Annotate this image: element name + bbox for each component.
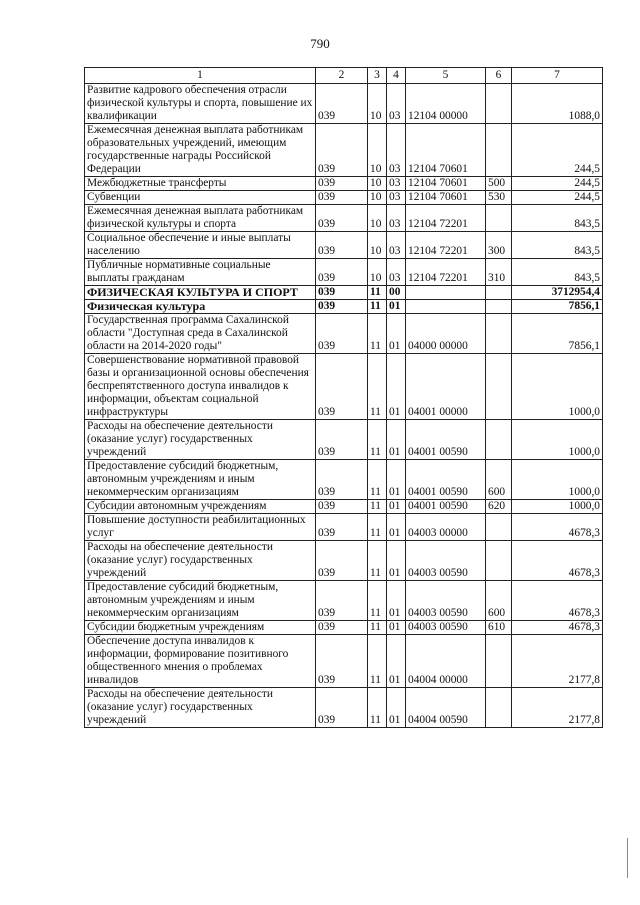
row-admin-code-cell: 039 bbox=[316, 541, 368, 581]
row-sum-cell: 2177,8 bbox=[512, 688, 603, 728]
row-admin-code-cell: 039 bbox=[316, 514, 368, 541]
table-row bbox=[85, 581, 603, 621]
row-admin-code-cell: 039 bbox=[316, 635, 368, 688]
budget-table bbox=[84, 67, 603, 728]
row-name-cell: Совершенствование нормативной правовой базы и организационной основы обеспечения беспрепятственного доступа инвалидов к информации, объектам социальной инфраструктуры bbox=[85, 354, 316, 420]
row-subsection-cell: 01 bbox=[387, 635, 406, 688]
row-section-cell: 11 bbox=[368, 688, 387, 728]
row-sum-cell: 3712954,4 bbox=[512, 286, 603, 300]
row-sum-cell: 244,5 bbox=[512, 177, 603, 191]
row-subsection-cell: 03 bbox=[387, 84, 406, 124]
row-subsection-cell: 01 bbox=[387, 460, 406, 500]
table-row bbox=[85, 635, 603, 688]
row-admin-code-cell: 039 bbox=[316, 232, 368, 259]
table-row bbox=[85, 84, 603, 124]
row-admin-code-cell: 039 bbox=[316, 688, 368, 728]
row-section-cell: 11 bbox=[368, 541, 387, 581]
row-subsection-cell: 01 bbox=[387, 500, 406, 514]
row-section-cell: 11 bbox=[368, 286, 387, 300]
table-row bbox=[85, 541, 603, 581]
row-subsection-cell: 03 bbox=[387, 124, 406, 177]
row-name-cell: ФИЗИЧЕСКАЯ КУЛЬТУРА И СПОРТ bbox=[85, 286, 316, 300]
row-target-code-cell: 04001 00590 bbox=[406, 460, 486, 500]
row-name-cell: Обеспечение доступа инвалидов к информации, формирование позитивного общественного мнения о проблемах инвалидов bbox=[85, 635, 316, 688]
row-subsection-cell: 03 bbox=[387, 205, 406, 232]
row-subsection-cell: 03 bbox=[387, 177, 406, 191]
row-sum-cell: 1000,0 bbox=[512, 460, 603, 500]
row-expense-type-cell bbox=[486, 314, 512, 354]
row-name-cell: Расходы на обеспечение деятельности (оказание услуг) государственных учреждений bbox=[85, 688, 316, 728]
row-section-cell: 11 bbox=[368, 500, 387, 514]
row-name-cell: Субвенции bbox=[85, 191, 316, 205]
row-target-code-cell: 12104 72201 bbox=[406, 232, 486, 259]
row-section-cell: 10 bbox=[368, 205, 387, 232]
row-subsection-cell: 01 bbox=[387, 688, 406, 728]
header-cell: 3 bbox=[368, 68, 387, 84]
row-target-code-cell: 04003 00000 bbox=[406, 514, 486, 541]
row-sum-cell: 7856,1 bbox=[512, 314, 603, 354]
row-sum-cell: 4678,3 bbox=[512, 621, 603, 635]
row-name-cell: Предоставление субсидий бюджетным, автономным учреждениям и иным некоммерческим организациям bbox=[85, 460, 316, 500]
row-sum-cell: 1088,0 bbox=[512, 84, 603, 124]
row-expense-type-cell bbox=[486, 541, 512, 581]
row-subsection-cell: 01 bbox=[387, 314, 406, 354]
row-section-cell: 11 bbox=[368, 581, 387, 621]
row-expense-type-cell bbox=[486, 300, 512, 314]
row-subsection-cell: 01 bbox=[387, 541, 406, 581]
row-expense-type-cell bbox=[486, 688, 512, 728]
row-admin-code-cell: 039 bbox=[316, 354, 368, 420]
table-row bbox=[85, 191, 603, 205]
row-section-cell: 11 bbox=[368, 621, 387, 635]
row-section-cell: 10 bbox=[368, 84, 387, 124]
row-subsection-cell: 00 bbox=[387, 286, 406, 300]
row-admin-code-cell: 039 bbox=[316, 124, 368, 177]
row-target-code-cell: 12104 70601 bbox=[406, 191, 486, 205]
row-section-cell: 11 bbox=[368, 354, 387, 420]
row-name-cell: Расходы на обеспечение деятельности (оказание услуг) государственных учреждений bbox=[85, 541, 316, 581]
table-row bbox=[85, 300, 603, 314]
row-target-code-cell: 04003 00590 bbox=[406, 581, 486, 621]
row-admin-code-cell: 039 bbox=[316, 286, 368, 300]
row-name-cell: Повышение доступности реабилитационных услуг bbox=[85, 514, 316, 541]
row-sum-cell: 7856,1 bbox=[512, 300, 603, 314]
row-expense-type-cell: 610 bbox=[486, 621, 512, 635]
row-name-cell: Межбюджетные трансферты bbox=[85, 177, 316, 191]
table-row bbox=[85, 460, 603, 500]
row-sum-cell: 1000,0 bbox=[512, 354, 603, 420]
row-section-cell: 10 bbox=[368, 191, 387, 205]
row-admin-code-cell: 039 bbox=[316, 500, 368, 514]
row-sum-cell: 843,5 bbox=[512, 205, 603, 232]
header-cell: 6 bbox=[486, 68, 512, 84]
row-sum-cell: 843,5 bbox=[512, 259, 603, 286]
row-expense-type-cell bbox=[486, 635, 512, 688]
row-target-code-cell: 04004 00000 bbox=[406, 635, 486, 688]
row-subsection-cell: 01 bbox=[387, 621, 406, 635]
table-row bbox=[85, 259, 603, 286]
row-expense-type-cell bbox=[486, 286, 512, 300]
row-expense-type-cell bbox=[486, 514, 512, 541]
row-admin-code-cell: 039 bbox=[316, 205, 368, 232]
row-target-code-cell: 04003 00590 bbox=[406, 541, 486, 581]
row-subsection-cell: 01 bbox=[387, 300, 406, 314]
row-target-code-cell: 04001 00590 bbox=[406, 420, 486, 460]
row-expense-type-cell: 310 bbox=[486, 259, 512, 286]
row-subsection-cell: 03 bbox=[387, 259, 406, 286]
row-expense-type-cell: 620 bbox=[486, 500, 512, 514]
table-row bbox=[85, 420, 603, 460]
row-sum-cell: 2177,8 bbox=[512, 635, 603, 688]
row-admin-code-cell: 039 bbox=[316, 581, 368, 621]
row-expense-type-cell bbox=[486, 354, 512, 420]
row-expense-type-cell: 600 bbox=[486, 581, 512, 621]
row-expense-type-cell: 530 bbox=[486, 191, 512, 205]
row-section-cell: 10 bbox=[368, 177, 387, 191]
row-expense-type-cell: 500 bbox=[486, 177, 512, 191]
table-row bbox=[85, 354, 603, 420]
row-sum-cell: 1000,0 bbox=[512, 500, 603, 514]
header-cell: 7 bbox=[512, 68, 603, 84]
row-section-cell: 11 bbox=[368, 300, 387, 314]
row-expense-type-cell: 300 bbox=[486, 232, 512, 259]
row-name-cell: Субсидии автономным учреждениям bbox=[85, 500, 316, 514]
row-subsection-cell: 01 bbox=[387, 354, 406, 420]
header-cell: 1 bbox=[85, 68, 316, 84]
table-row bbox=[85, 124, 603, 177]
row-expense-type-cell bbox=[486, 205, 512, 232]
row-target-code-cell: 04001 00590 bbox=[406, 500, 486, 514]
row-target-code-cell: 04003 00590 bbox=[406, 621, 486, 635]
header-cell: 4 bbox=[387, 68, 406, 84]
row-target-code-cell: 12104 70601 bbox=[406, 177, 486, 191]
row-expense-type-cell: 600 bbox=[486, 460, 512, 500]
table-header-row bbox=[85, 68, 603, 84]
row-subsection-cell: 03 bbox=[387, 232, 406, 259]
row-name-cell: Ежемесячная денежная выплата работникам физической культуры и спорта bbox=[85, 205, 316, 232]
table-row bbox=[85, 500, 603, 514]
row-section-cell: 11 bbox=[368, 635, 387, 688]
row-name-cell: Социальное обеспечение и иные выплаты населению bbox=[85, 232, 316, 259]
row-section-cell: 10 bbox=[368, 124, 387, 177]
page-number: 790 bbox=[310, 36, 330, 51]
table-row bbox=[85, 621, 603, 635]
row-target-code-cell: 04000 00000 bbox=[406, 314, 486, 354]
table-row bbox=[85, 688, 603, 728]
row-admin-code-cell: 039 bbox=[316, 84, 368, 124]
row-target-code-cell: 12104 72201 bbox=[406, 205, 486, 232]
row-target-code-cell bbox=[406, 286, 486, 300]
table-row bbox=[85, 514, 603, 541]
row-name-cell: Субсидии бюджетным учреждениям bbox=[85, 621, 316, 635]
row-name-cell: Предоставление субсидий бюджетным, автономным учреждениям и иным некоммерческим организациям bbox=[85, 581, 316, 621]
row-name-cell: Физическая культура bbox=[85, 300, 316, 314]
table-row bbox=[85, 314, 603, 354]
row-section-cell: 11 bbox=[368, 460, 387, 500]
row-subsection-cell: 03 bbox=[387, 191, 406, 205]
row-name-cell: Расходы на обеспечение деятельности (оказание услуг) государственных учреждений bbox=[85, 420, 316, 460]
row-section-cell: 10 bbox=[368, 259, 387, 286]
row-target-code-cell: 04004 00590 bbox=[406, 688, 486, 728]
row-subsection-cell: 01 bbox=[387, 420, 406, 460]
row-admin-code-cell: 039 bbox=[316, 460, 368, 500]
row-section-cell: 11 bbox=[368, 314, 387, 354]
table-row bbox=[85, 286, 603, 300]
row-sum-cell: 244,5 bbox=[512, 191, 603, 205]
row-name-cell: Публичные нормативные социальные выплаты гражданам bbox=[85, 259, 316, 286]
row-admin-code-cell: 039 bbox=[316, 300, 368, 314]
row-target-code-cell: 12104 70601 bbox=[406, 124, 486, 177]
header-cell: 5 bbox=[406, 68, 486, 84]
row-section-cell: 11 bbox=[368, 420, 387, 460]
header-cell: 2 bbox=[316, 68, 368, 84]
row-admin-code-cell: 039 bbox=[316, 420, 368, 460]
row-name-cell: Государственная программа Сахалинской области "Доступная среда в Сахалинской области на 2014-2020 годы" bbox=[85, 314, 316, 354]
row-admin-code-cell: 039 bbox=[316, 259, 368, 286]
row-target-code-cell: 12104 72201 bbox=[406, 259, 486, 286]
row-section-cell: 11 bbox=[368, 514, 387, 541]
table-row bbox=[85, 205, 603, 232]
row-sum-cell: 244,5 bbox=[512, 124, 603, 177]
row-section-cell: 10 bbox=[368, 232, 387, 259]
row-admin-code-cell: 039 bbox=[316, 621, 368, 635]
row-target-code-cell: 12104 00000 bbox=[406, 84, 486, 124]
row-sum-cell: 4678,3 bbox=[512, 581, 603, 621]
row-admin-code-cell: 039 bbox=[316, 177, 368, 191]
row-expense-type-cell bbox=[486, 420, 512, 460]
row-sum-cell: 1000,0 bbox=[512, 420, 603, 460]
row-expense-type-cell bbox=[486, 124, 512, 177]
table-row bbox=[85, 177, 603, 191]
row-target-code-cell bbox=[406, 300, 486, 314]
row-sum-cell: 4678,3 bbox=[512, 541, 603, 581]
row-name-cell: Развитие кадрового обеспечения отрасли физической культуры и спорта, повышение их квалификации bbox=[85, 84, 316, 124]
row-subsection-cell: 01 bbox=[387, 514, 406, 541]
scan-margin-mark bbox=[627, 838, 628, 878]
row-target-code-cell: 04001 00000 bbox=[406, 354, 486, 420]
row-admin-code-cell: 039 bbox=[316, 191, 368, 205]
row-expense-type-cell bbox=[486, 84, 512, 124]
row-name-cell: Ежемесячная денежная выплата работникам образовательных учреждений, имеющим государственные награды Российской Федерации bbox=[85, 124, 316, 177]
row-admin-code-cell: 039 bbox=[316, 314, 368, 354]
row-subsection-cell: 01 bbox=[387, 581, 406, 621]
row-sum-cell: 843,5 bbox=[512, 232, 603, 259]
table-row bbox=[85, 232, 603, 259]
row-sum-cell: 4678,3 bbox=[512, 514, 603, 541]
